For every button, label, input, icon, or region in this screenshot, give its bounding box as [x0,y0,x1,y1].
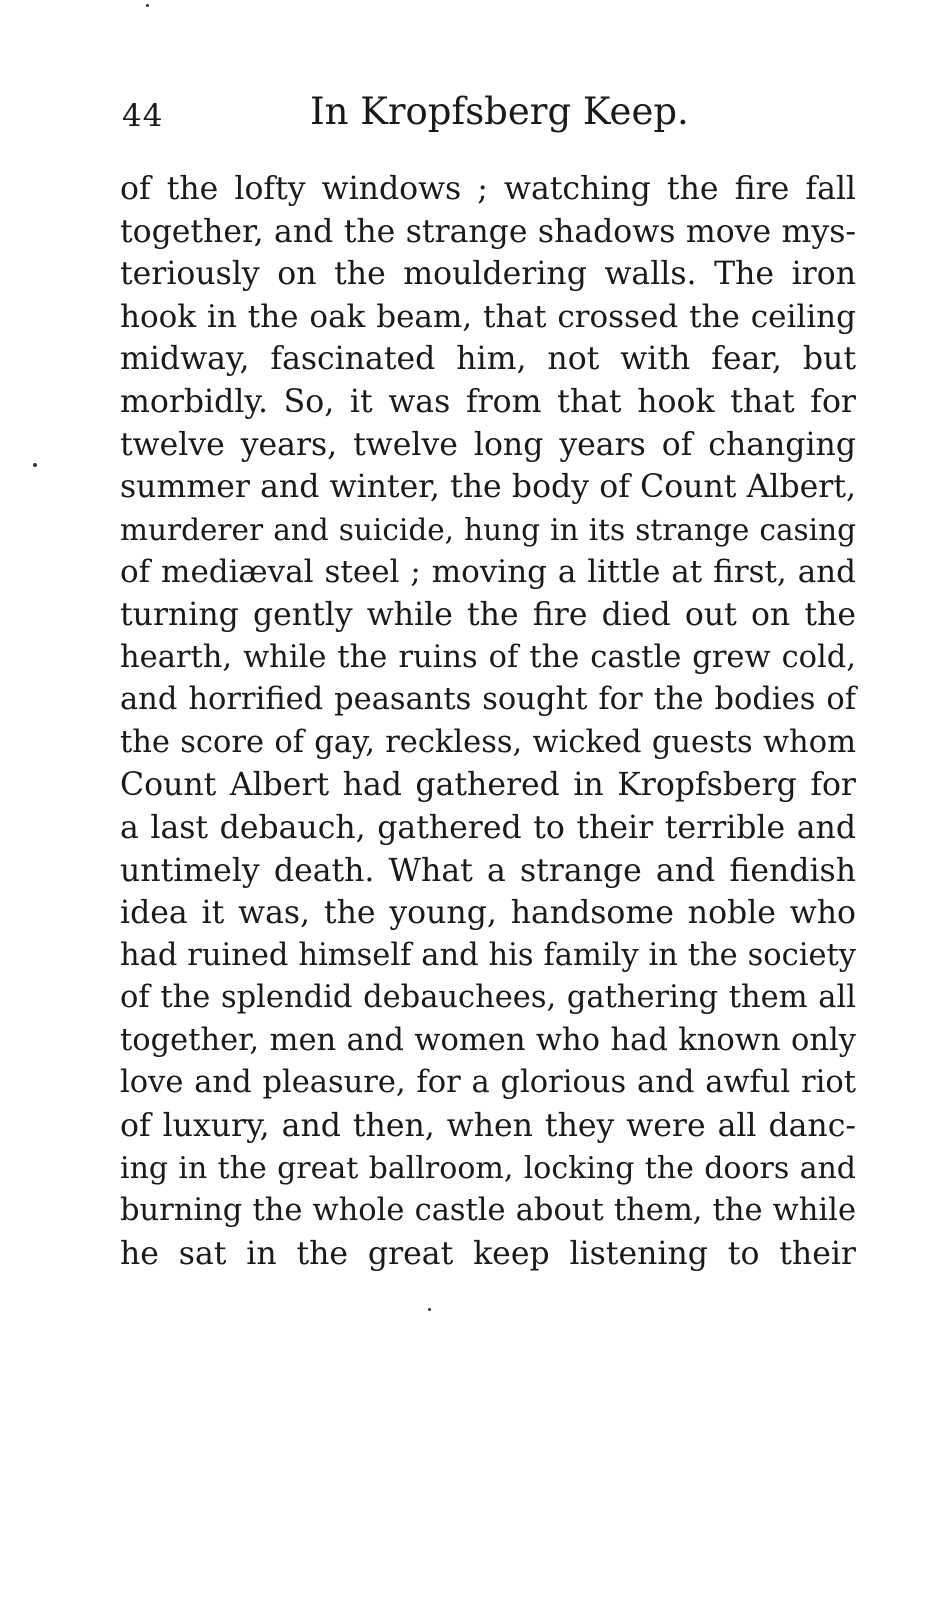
text-line: had ruined himself and his family in the society [120,937,856,973]
text-line: of mediæval steel ; moving a little at first, and [120,554,856,591]
body-text [120,168,856,1275]
text-line: hook in the oak beam, that crossed the ceiling [120,298,856,335]
ink-speck [428,1308,431,1311]
text-line: he sat in the great keep listening to their [120,1235,856,1272]
text-line: of luxury, and then, when they were all danc- [120,1108,856,1145]
text-line: burning the whole castle about them, the while [120,1193,856,1229]
text-line: turning gently while the fire died out on the [120,596,856,633]
text-line: idea it was, the young, handsome noble who [120,895,856,932]
page-header [122,90,689,150]
text-line: hearth, while the ruins of the castle grew cold, [120,639,856,675]
ink-speck [146,4,149,7]
text-line: twelve years, twelve long years of changing [120,426,856,463]
ink-speck [33,463,37,467]
text-line: summer and winter, the body of Count Albert, [120,469,856,506]
text-line: murderer and suicide, hung in its strange casing [120,512,856,547]
text-line: and horrified peasants sought for the bodies of [120,682,856,718]
text-line: teriously on the mouldering walls. The iron [120,256,856,293]
text-line: of the lofty windows ; watching the fire fall [120,171,856,207]
text-line: a last debauch, gathered to their terrible and [120,809,856,846]
text-line: untimely death. What a strange and fiendish [120,852,856,889]
text-line: morbidly. So, it was from that hook that for [120,383,856,420]
text-line: together, and the strange shadows move mys- [120,213,856,250]
running-title: In Kropfsberg Keep. [310,90,689,133]
text-line: the score of gay, reckless, wicked guests whom [120,724,856,760]
text-line: midway, fascinated him, not with fear, but [120,341,856,378]
text-line: ing in the great ballroom, locking the doors and [120,1150,856,1186]
page-number: 44 [122,98,164,134]
text-line: together, men and women who had known only [120,1022,856,1058]
text-line: love and pleasure, for a glorious and awful riot [120,1065,856,1101]
text-line: of the splendid debauchees, gathering them all [120,980,856,1016]
text-line: Count Albert had gathered in Kropfsberg for [120,767,856,804]
